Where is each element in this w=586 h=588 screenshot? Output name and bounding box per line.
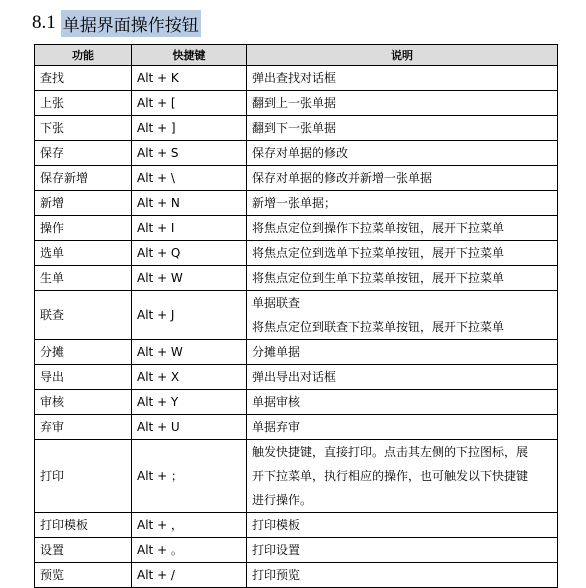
cell-shortcut: Alt + J	[132, 291, 247, 340]
cell-description	[247, 291, 558, 340]
cell-shortcut: Alt + S	[132, 141, 247, 166]
cell-shortcut: Alt + /	[132, 563, 247, 588]
description-line: 分摊单据	[252, 345, 301, 359]
cell-description	[247, 191, 558, 216]
description-line: 保存对单据的修改	[252, 146, 349, 160]
table-row	[35, 340, 558, 365]
table-row	[35, 191, 558, 216]
cell-function: 保存新增	[35, 166, 132, 191]
cell-description	[247, 66, 558, 91]
description-line: 进行操作。	[252, 493, 313, 507]
cell-shortcut: Alt + ；	[132, 440, 247, 513]
table-row	[35, 415, 558, 440]
cell-shortcut: Alt + X	[132, 365, 247, 390]
description-line: 打印设置	[252, 543, 301, 557]
cell-description	[247, 141, 558, 166]
description-line: 弹出查找对话框	[252, 71, 337, 85]
cell-description	[247, 216, 558, 241]
cell-function: 保存	[35, 141, 132, 166]
description-line: 单据联查	[252, 296, 301, 310]
cell-shortcut: Alt + [	[132, 91, 247, 116]
cell-function: 选单	[35, 241, 132, 266]
header-function: 功能	[35, 45, 132, 66]
header-shortcut: 快捷键	[132, 45, 247, 66]
description-line: 新增一张单据；	[252, 196, 337, 210]
section-title: 单据界面操作按钮	[61, 10, 201, 37]
cell-description	[247, 440, 558, 513]
cell-description	[247, 365, 558, 390]
cell-description	[247, 415, 558, 440]
section-number: 8.1	[32, 12, 56, 33]
table-row	[35, 166, 558, 191]
cell-function: 弃审	[35, 415, 132, 440]
cell-shortcut: Alt + Y	[132, 390, 247, 415]
cell-function: 查找	[35, 66, 132, 91]
cell-description	[247, 538, 558, 563]
header-description: 说明	[247, 45, 558, 66]
cell-function: 生单	[35, 266, 132, 291]
table-row	[35, 291, 558, 340]
description-line: 触发快捷键，直接打印。点击其左侧的下拉图标，展	[252, 445, 529, 459]
cell-function: 新增	[35, 191, 132, 216]
cell-shortcut: Alt + Q	[132, 241, 247, 266]
table-row	[35, 116, 558, 141]
cell-shortcut: Alt + W	[132, 266, 247, 291]
cell-description	[247, 116, 558, 141]
cell-shortcut: Alt + K	[132, 66, 247, 91]
cell-description	[247, 166, 558, 191]
description-line: 打印预览	[252, 568, 301, 582]
cell-function: 打印	[35, 440, 132, 513]
cell-shortcut: Alt + 。	[132, 538, 247, 563]
description-line: 翻到下一张单据	[252, 121, 337, 135]
cell-function: 分摊	[35, 340, 132, 365]
cell-shortcut: Alt + U	[132, 415, 247, 440]
table-row	[35, 91, 558, 116]
cell-description	[247, 390, 558, 415]
description-line: 保存对单据的修改并新增一张单据	[252, 171, 433, 185]
table-row	[35, 216, 558, 241]
cell-function: 预览	[35, 563, 132, 588]
cell-description	[247, 340, 558, 365]
section-heading	[32, 10, 201, 36]
cell-description	[247, 563, 558, 588]
table-row	[35, 513, 558, 538]
cell-shortcut: Alt + ]	[132, 116, 247, 141]
table-body	[35, 66, 558, 588]
description-line: 开下拉菜单，执行相应的操作，也可触发以下快捷键	[252, 469, 529, 483]
description-line: 翻到上一张单据	[252, 96, 337, 110]
table-row	[35, 66, 558, 91]
table-row	[35, 141, 558, 166]
cell-shortcut: Alt + ，	[132, 513, 247, 538]
description-line: 单据弃审	[252, 420, 301, 434]
cell-shortcut: Alt + W	[132, 340, 247, 365]
cell-description	[247, 91, 558, 116]
table-row	[35, 241, 558, 266]
description-line: 将焦点定位到生单下拉菜单按钮，展开下拉菜单	[252, 271, 505, 285]
description-line: 将焦点定位到操作下拉菜单按钮，展开下拉菜单	[252, 221, 505, 235]
cell-function: 下张	[35, 116, 132, 141]
table-header-row	[35, 45, 558, 66]
description-line: 弹出导出对话框	[252, 370, 337, 384]
cell-shortcut: Alt + \	[132, 166, 247, 191]
description-line: 打印模板	[252, 518, 301, 532]
table-row	[35, 266, 558, 291]
cell-function: 操作	[35, 216, 132, 241]
table-row	[35, 390, 558, 415]
cell-description	[247, 241, 558, 266]
description-line: 将焦点定位到联查下拉菜单按钮，展开下拉菜单	[252, 320, 505, 334]
cell-shortcut: Alt + N	[132, 191, 247, 216]
cell-description	[247, 513, 558, 538]
cell-function: 上张	[35, 91, 132, 116]
cell-function: 审核	[35, 390, 132, 415]
cell-function: 联查	[35, 291, 132, 340]
table-row	[35, 365, 558, 390]
shortcut-table	[34, 44, 558, 588]
cell-function: 导出	[35, 365, 132, 390]
table-row	[35, 440, 558, 513]
cell-description	[247, 266, 558, 291]
description-line: 将焦点定位到选单下拉菜单按钮，展开下拉菜单	[252, 246, 505, 260]
cell-shortcut: Alt + I	[132, 216, 247, 241]
table-row	[35, 538, 558, 563]
description-line: 单据审核	[252, 395, 301, 409]
cell-function: 设置	[35, 538, 132, 563]
cell-function: 打印模板	[35, 513, 132, 538]
table-row	[35, 563, 558, 588]
